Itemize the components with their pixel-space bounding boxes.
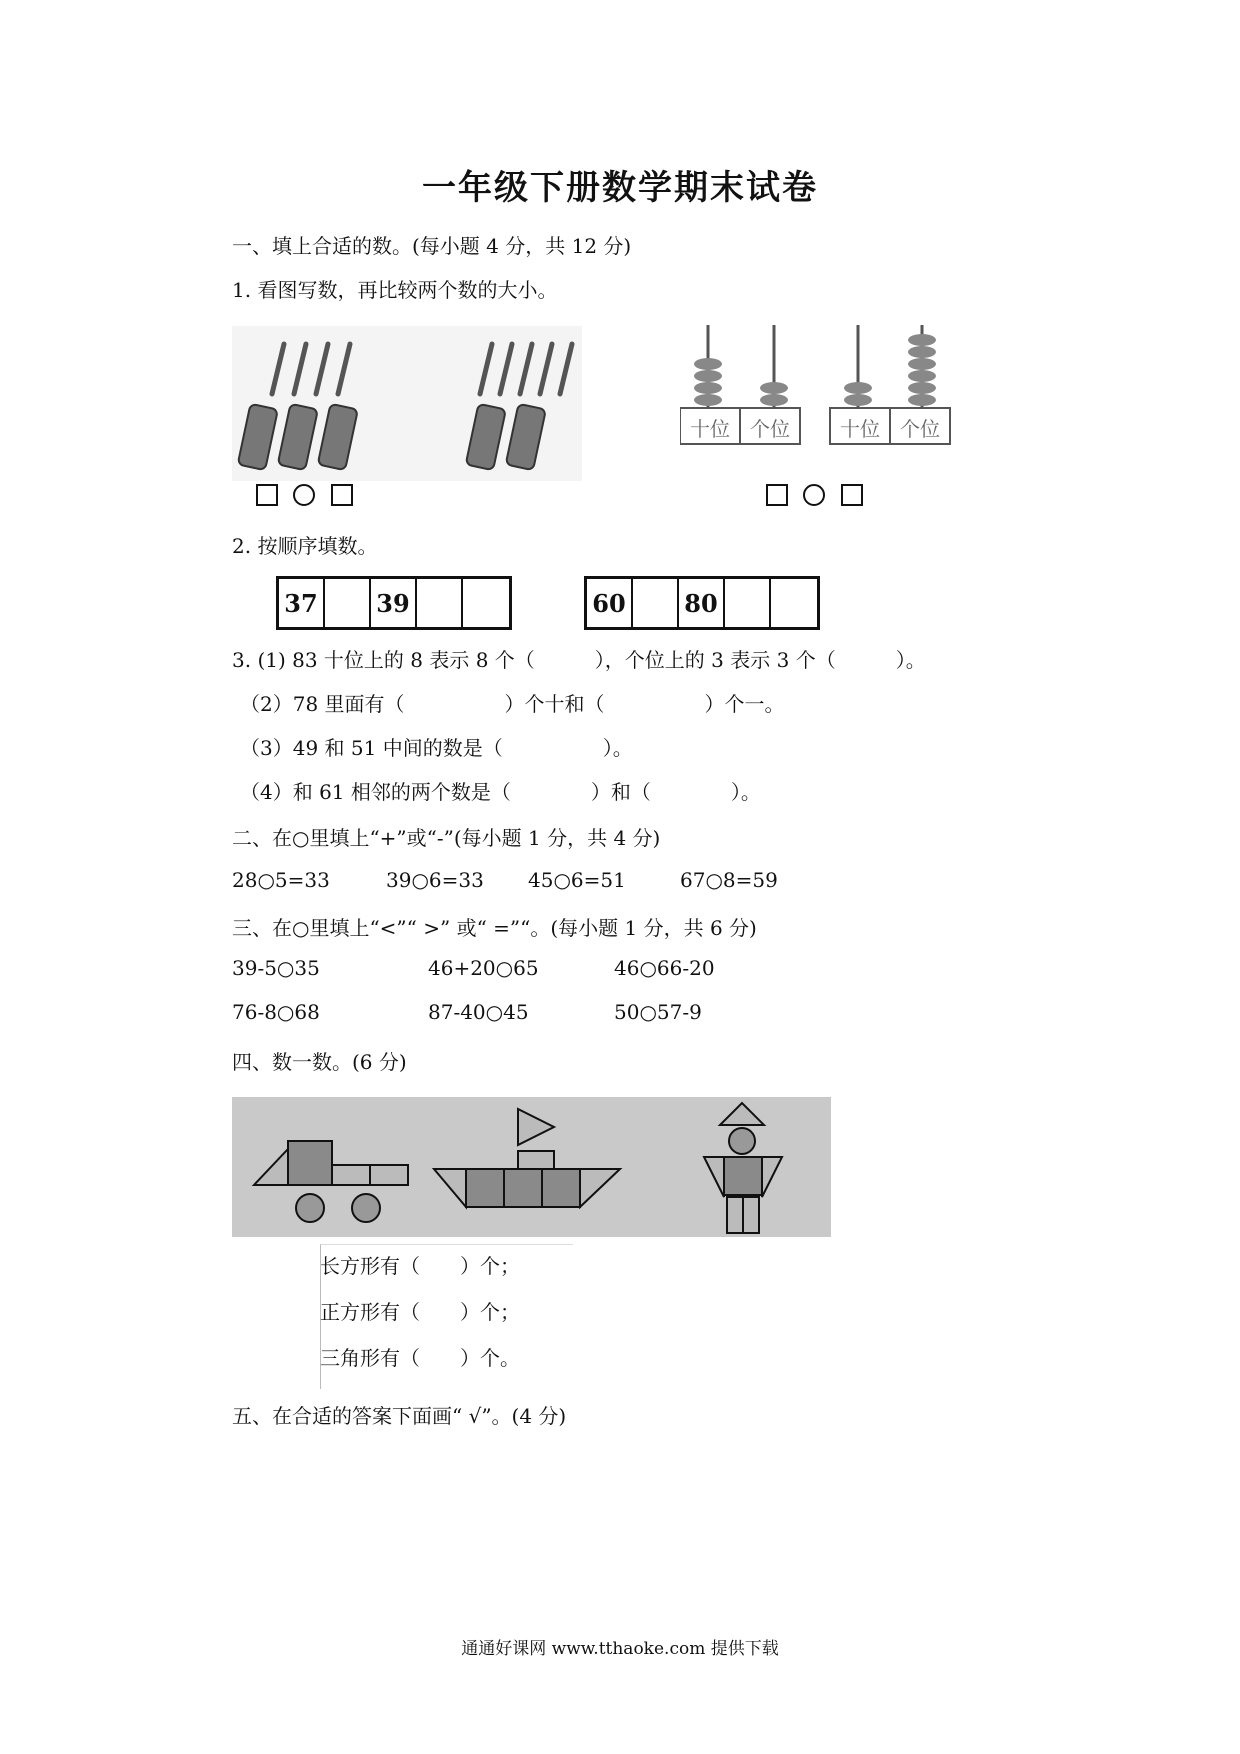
comparison-item: 46+20○65 (428, 956, 539, 980)
compare-answer-2[interactable] (766, 484, 863, 506)
comparison-item: 76-8○68 (232, 1000, 320, 1024)
sequence-blank[interactable] (771, 579, 817, 627)
ten-bundle-icon (238, 404, 358, 470)
count-square: 正方形有（ ）个； (320, 1300, 520, 1324)
shapes-figure (232, 1097, 831, 1237)
comparison-item: 46○66-20 (614, 956, 715, 980)
count-rectangle: 长方形有（ ）个； (320, 1254, 520, 1278)
question-3-3: （3）49 和 51 中间的数是（ ）。 (240, 736, 633, 760)
comparison-item: 39-5○35 (232, 956, 320, 980)
abacus-label-ones: 个位 (750, 417, 790, 441)
section5-heading: 五、在合适的答案下面画“ √”。(4 分) (232, 1404, 567, 1428)
shapes-photo (232, 1097, 831, 1237)
sequence-blank[interactable] (325, 579, 371, 627)
count-triangle: 三角形有（ ）个。 (320, 1346, 520, 1370)
sequence-cell: 37 (279, 579, 325, 627)
abacus-label-ones: 个位 (900, 417, 940, 441)
page-title: 一年级下册数学期末试卷 (422, 168, 818, 208)
equation-item: 67○8=59 (680, 868, 778, 892)
sequence-cell: 39 (371, 579, 417, 627)
sequence-blank[interactable] (463, 579, 509, 627)
sequence-cell: 60 (587, 579, 633, 627)
compare-answer-1[interactable] (256, 484, 353, 506)
sequence-row-2 (584, 576, 820, 630)
sticks-bundles-figure (232, 326, 582, 481)
question-3-1: 3. (1) 83 十位上的 8 表示 8 个（ ），个位上的 3 表示 3 个（ ）。 (232, 648, 926, 672)
sequence-blank[interactable] (417, 579, 463, 627)
comparison-item: 50○57-9 (614, 1000, 702, 1024)
answer-box[interactable] (841, 484, 863, 506)
footer-credit: 通通好课网 www.tthaoke.com 提供下载 (461, 1639, 779, 1659)
sequence-row-1 (276, 576, 512, 630)
equation-item: 39○6=33 (386, 868, 484, 892)
answer-box[interactable] (331, 484, 353, 506)
sequence-cell: 80 (679, 579, 725, 627)
abacus-label-tens: 十位 (840, 417, 880, 441)
compare-circle[interactable] (803, 484, 825, 506)
section2-heading: 二、在○里填上“+”或“-”(每小题 1 分，共 4 分) (232, 826, 661, 850)
answer-box[interactable] (256, 484, 278, 506)
section4-heading: 四、数一数。(6 分) (232, 1050, 407, 1074)
equation-item: 28○5=33 (232, 868, 330, 892)
compare-circle[interactable] (293, 484, 315, 506)
question-2: 2. 按顺序填数。 (232, 534, 378, 558)
answer-box[interactable] (766, 484, 788, 506)
section1-heading: 一、填上合适的数。(每小题 4 分，共 12 分) (232, 234, 632, 258)
comparison-item: 87-40○45 (428, 1000, 529, 1024)
question-3-4: （4）和 61 相邻的两个数是（ ）和（ ）。 (240, 780, 761, 804)
question-3-2: （2）78 里面有（ ）个十和（ ）个一。 (240, 692, 785, 716)
section3-heading: 三、在○里填上“<”“ >” 或“ =”“。(每小题 1 分，共 6 分) (232, 916, 757, 940)
sequence-blank[interactable] (725, 579, 771, 627)
equation-item: 45○6=51 (528, 868, 626, 892)
abacus-label-tens: 十位 (690, 417, 730, 441)
question-1: 1. 看图写数，再比较两个数的大小。 (232, 278, 558, 302)
sequence-blank[interactable] (633, 579, 679, 627)
